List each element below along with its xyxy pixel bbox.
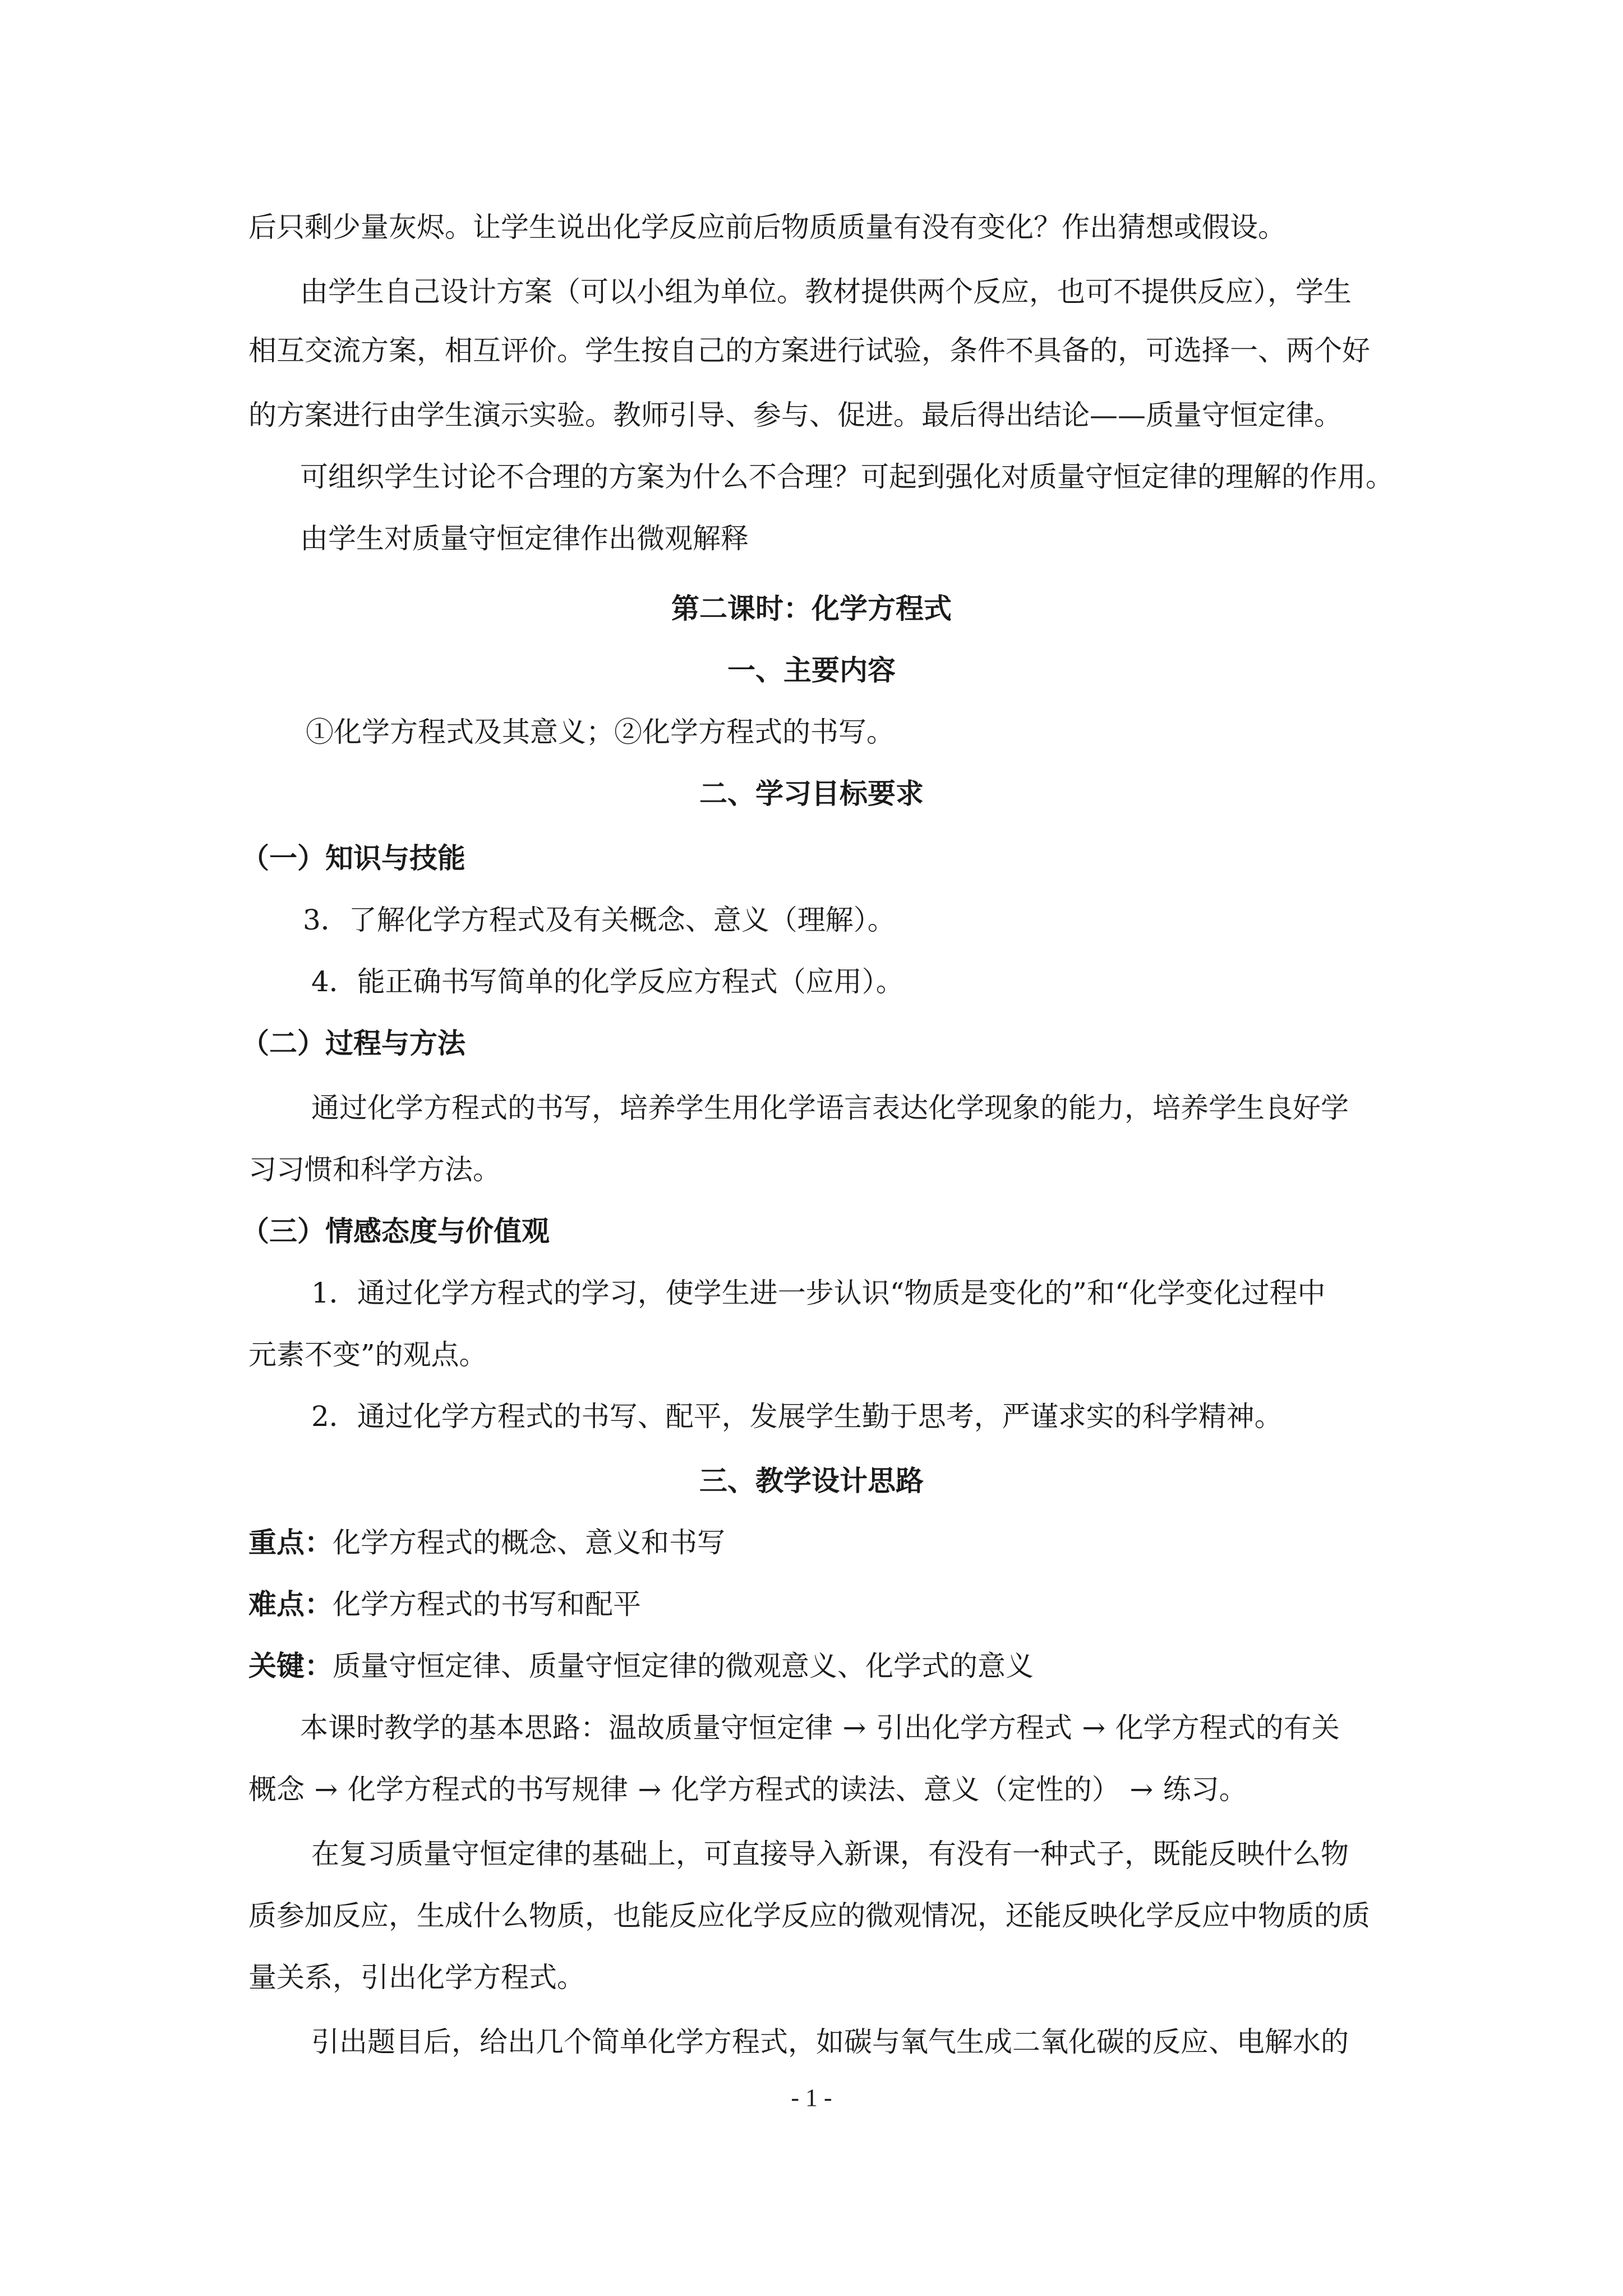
- arrow-icon: →: [1082, 1711, 1106, 1744]
- paragraph-line: 通过化学方程式的书写，培养学生用化学语言表达化学现象的能力，培养学生良好学: [311, 1092, 1349, 1124]
- paragraph-line: 习习惯和科学方法。: [248, 1153, 501, 1186]
- flow-step: 概念: [248, 1773, 305, 1806]
- subsection-heading: （三）情感态度与价值观: [241, 1215, 550, 1248]
- key-point-label: 重点：: [248, 1526, 333, 1559]
- paragraph-line: 引出题目后，给出几个简单化学方程式，如碳与氧气生成二氧化碳的反应、电解水的: [311, 2026, 1349, 2058]
- section-heading: 一、主要内容: [727, 654, 896, 687]
- arrow-icon: →: [1129, 1773, 1154, 1806]
- subsection-heading: （二）过程与方法: [241, 1027, 465, 1060]
- list-item: 4．能正确书写简单的化学反应方程式（应用）。: [311, 965, 904, 998]
- paragraph-line: 元素不变”的观点。: [248, 1338, 487, 1371]
- paragraph-line: 由学生自己设计方案（可以小组为单位。教材提供两个反应，也可不提供反应），学生: [300, 275, 1352, 308]
- crux-line: [248, 1649, 1623, 1683]
- section-heading: 三、教学设计思路: [699, 1465, 924, 1497]
- paragraph-line: 量关系，引出化学方程式。: [248, 1961, 585, 1994]
- arrow-icon: →: [842, 1711, 866, 1744]
- paragraph-line: 后只剩少量灰烬。让学生说出化学反应前后物质质量有没有变化？作出猜想或假设。: [248, 211, 1286, 243]
- key-point-text: 化学方程式的概念、意义和书写: [333, 1526, 725, 1559]
- flow-step: 化学方程式的读法、意义（定性的）: [671, 1773, 1120, 1806]
- paragraph-line: ①化学方程式及其意义；②化学方程式的书写。: [306, 716, 895, 748]
- flow-step: 本课时教学的基本思路：温故质量守恒定律: [300, 1711, 833, 1744]
- flow-step: 化学方程式的书写规律: [347, 1773, 628, 1806]
- paragraph-line: 相互交流方案，相互评价。学生按自己的方案进行试验，条件不具备的，可选择一、两个好: [248, 334, 1370, 367]
- list-item: 3．了解化学方程式及有关概念、意义（理解）。: [303, 904, 896, 936]
- flow-line: [300, 1711, 1623, 1745]
- paragraph-line: 可组织学生讨论不合理的方案为什么不合理？可起到强化对质量守恒定律的理解的作用。: [300, 461, 1394, 493]
- paragraph-line: 质参加反应，生成什么物质，也能反应化学反应的微观情况，还能反映化学反应中物质的质: [248, 1899, 1370, 1932]
- difficulty-label: 难点：: [248, 1588, 333, 1621]
- flow-step: 化学方程式的有关: [1115, 1711, 1340, 1744]
- flow-step: 引出化学方程式: [875, 1711, 1072, 1744]
- subsection-heading: （一）知识与技能: [241, 842, 465, 875]
- crux-text: 质量守恒定律、质量守恒定律的微观意义、化学式的意义: [333, 1650, 1034, 1682]
- difficulty-line: [248, 1588, 1623, 1621]
- paragraph-line: 的方案进行由学生演示实验。教师引导、参与、促进。最后得出结论——质量守恒定律。: [248, 399, 1342, 431]
- paragraph-line: 在复习质量守恒定律的基础上，可直接导入新课，有没有一种式子，既能反映什么物: [311, 1838, 1349, 1870]
- flow-line: [248, 1773, 1623, 1806]
- key-point-line: [248, 1526, 1623, 1559]
- arrow-icon: →: [314, 1773, 338, 1806]
- lesson-title: 第二课时：化学方程式: [671, 592, 952, 625]
- paragraph-line: 由学生对质量守恒定律作出微观解释: [300, 522, 749, 555]
- crux-label: 关键：: [248, 1650, 333, 1682]
- section-heading: 二、学习目标要求: [699, 777, 924, 810]
- difficulty-text: 化学方程式的书写和配平: [333, 1588, 641, 1621]
- list-item: 2．通过化学方程式的书写、配平，发展学生勤于思考，严谨求实的科学精神。: [311, 1400, 1283, 1433]
- arrow-icon: →: [638, 1773, 662, 1806]
- page-number: - 1 -: [791, 2084, 832, 2111]
- flow-step: 练习。: [1163, 1773, 1247, 1806]
- list-item: 1．通过化学方程式的学习，使学生进一步认识“物质是变化的”和“化学变化过程中: [311, 1277, 1326, 1309]
